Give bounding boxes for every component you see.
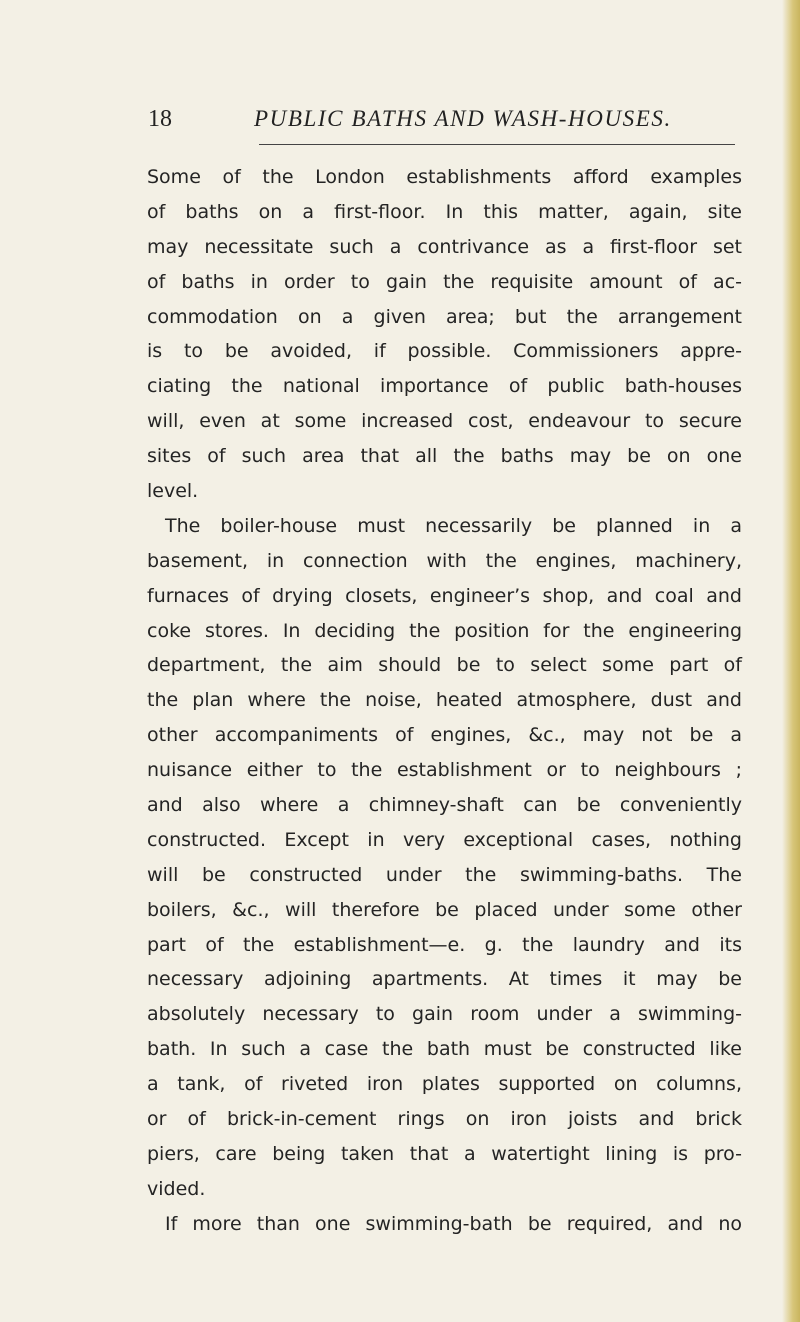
text-line: necessary adjoining apartments. At times it may be (147, 968, 742, 991)
text-line: other accompaniments of engines, &c., may not be a (147, 724, 742, 747)
text-line: of baths in order to gain the requisite amount of ac- (147, 270, 742, 293)
running-title: PUBLIC BATHS AND WASH-HOUSES. (254, 106, 672, 131)
text-line: level. (147, 480, 199, 503)
body-text (147, 160, 742, 1242)
text-line: absolutely necessary to gain room under a swimming- (147, 1003, 742, 1026)
text-line: bath. In such a case the bath must be constructed like (147, 1038, 742, 1061)
text-line: Some of the London establishments afford examples (147, 166, 742, 188)
text-line: part of the establishment—e. g. the laundry and its (147, 933, 742, 956)
text-line: nuisance either to the establishment or to neighbours ; (147, 759, 742, 782)
text-line: coke stores. In deciding the position for the engineering (147, 619, 742, 642)
text-line: will, even at some increased cost, endeavour to secure (147, 410, 742, 433)
text-line: piers, care being taken that a watertight lining is pro- (147, 1142, 742, 1165)
text-line: constructed. Except in very exceptional cases, nothing (147, 828, 742, 851)
text-line: department, the aim should be to select some part of (147, 654, 742, 677)
text-line: of baths on a first-floor. In this matter, again, site (147, 200, 742, 223)
text-line: the plan where the noise, heated atmosphere, dust and (147, 689, 742, 712)
text-line: furnaces of drying closets, engineer’s shop, and coal and (147, 584, 742, 607)
text-line: boilers, &c., will therefore be placed under some other (147, 898, 742, 921)
page-number: 18 (148, 106, 172, 132)
page-edge (782, 0, 800, 1322)
text-line: basement, in connection with the engines, machinery, (147, 549, 742, 572)
text-line: a tank, of riveted iron plates supported on columns, (147, 1073, 742, 1096)
text-line: may necessitate such a contrivance as a first-floor set (147, 235, 742, 258)
text-line: will be constructed under the swimming-baths. The (147, 863, 742, 886)
page-header (148, 104, 738, 134)
text-line: The boiler-house must necessarily be planned in a (165, 514, 742, 537)
header-rule (259, 144, 735, 145)
text-line: vided. (147, 1177, 206, 1200)
text-line: is to be avoided, if possible. Commissioners appre- (147, 340, 742, 363)
text-line: and also where a chimney-shaft can be conveniently (147, 794, 742, 817)
text-line: commodation on a given area; but the arrangement (147, 305, 742, 328)
text-line: If more than one swimming-bath be required, and no (165, 1212, 742, 1235)
text-line: sites of such area that all the baths may be on one (147, 445, 742, 468)
text-line: ciating the national importance of public bath-houses (147, 375, 742, 398)
text-line: or of brick-in-cement rings on iron joists and brick (147, 1108, 742, 1131)
